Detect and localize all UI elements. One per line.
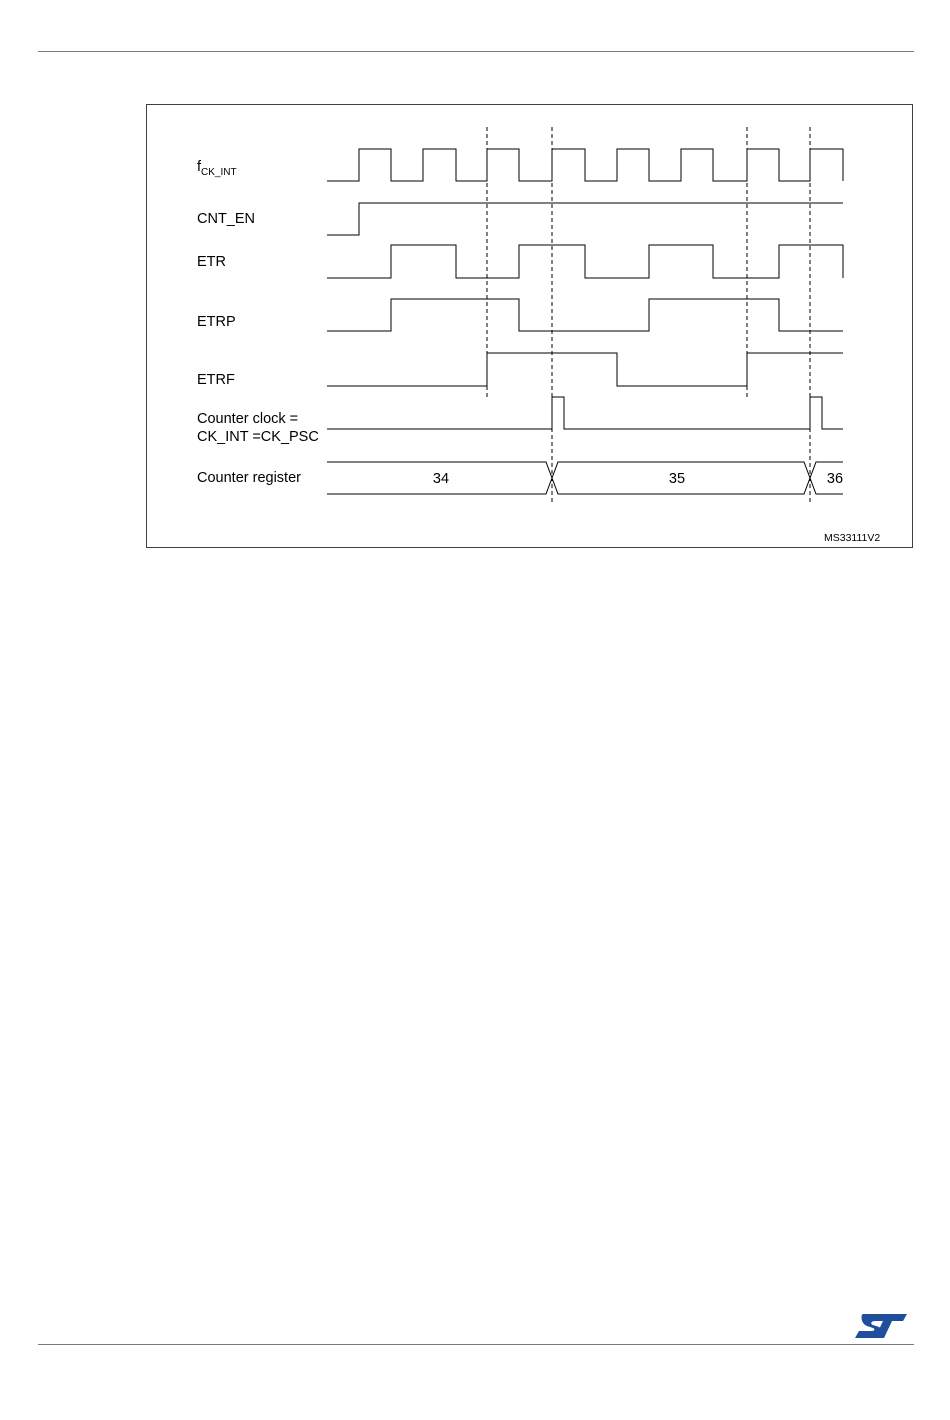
counter-clock-line1: Counter clock =	[197, 411, 299, 427]
counter-value-35: 35	[668, 471, 686, 487]
etrf-waveform	[327, 353, 843, 386]
footer-rule	[38, 1344, 914, 1345]
signal-label-cnt-en: CNT_EN	[197, 211, 256, 227]
counter-register-bus	[327, 462, 843, 494]
cnt-en-waveform	[327, 203, 843, 235]
counter-clock-line2: CK_INT =CK_PSC	[197, 429, 319, 445]
signal-label-etr: ETR	[197, 254, 226, 270]
fck-int-waveform	[327, 149, 843, 181]
signal-label-fck-int: $f_{CK\_INT}$	[197, 159, 237, 178]
counter-value-34: 34	[432, 471, 450, 487]
figure-id: MS33111V2	[824, 532, 881, 544]
counter-value-36: 36	[826, 471, 844, 487]
signal-label-etrp: ETRP	[197, 314, 236, 330]
counter-clock-waveform	[327, 397, 843, 429]
signal-label-etrf: ETRF	[197, 372, 235, 388]
etrp-waveform	[327, 299, 843, 331]
etr-waveform	[327, 245, 843, 278]
signal-label-counter-register: Counter register	[197, 470, 301, 486]
signal-label-counter-clock	[197, 410, 319, 446]
timing-diagram	[0, 0, 950, 600]
st-logo	[853, 1312, 909, 1340]
